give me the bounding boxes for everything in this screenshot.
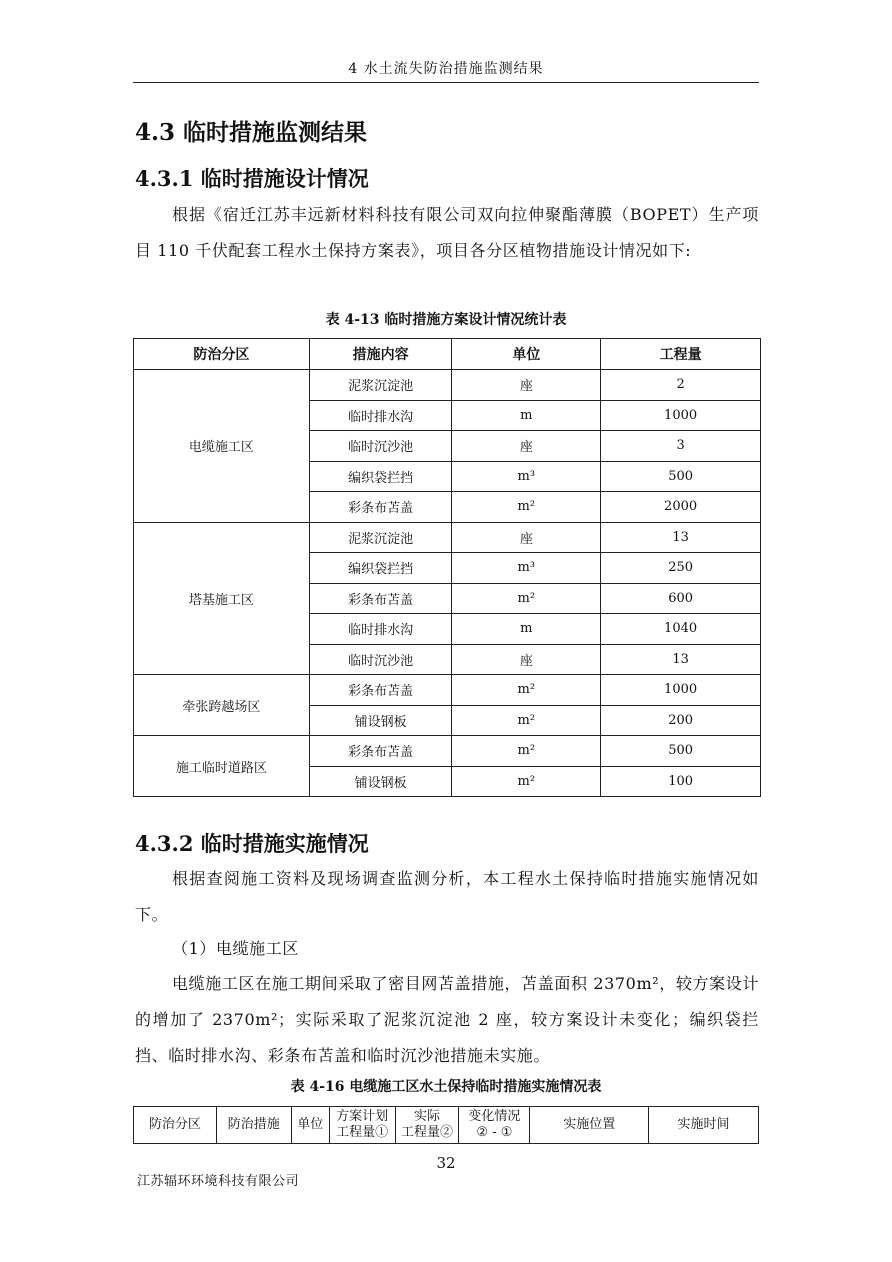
unit-cell: m²	[452, 583, 601, 614]
qty-cell: 500	[601, 736, 761, 767]
measure-cell: 彩条布苫盖	[309, 492, 452, 523]
header-line: 变化情况	[468, 1109, 521, 1124]
table-header-row	[134, 339, 761, 370]
qty-cell: 500	[601, 461, 761, 492]
measure-cell: 临时排水沟	[309, 400, 452, 431]
header-cell	[134, 1107, 217, 1144]
header-cell: 单位	[452, 339, 601, 370]
unit-cell: m²	[452, 766, 601, 797]
table-row	[134, 522, 761, 553]
measure-cell: 临时沉沙池	[309, 431, 452, 462]
page-number: 32	[436, 1154, 456, 1172]
header-line: 实施时间	[677, 1117, 730, 1132]
header-cell	[395, 1107, 459, 1144]
table-row	[134, 736, 761, 767]
header-line: 防治分区	[148, 1117, 201, 1132]
table2-caption: 表 4-16 电缆施工区水土保持临时措施实施情况表	[290, 1079, 602, 1095]
qty-cell: 2	[601, 370, 761, 401]
measure-cell: 临时沉沙池	[309, 644, 452, 675]
measure-cell: 彩条布苫盖	[309, 736, 452, 767]
table-row	[134, 370, 761, 401]
measure-cell: 编织袋拦挡	[309, 461, 452, 492]
paragraph-cable-zone: 电缆施工区在施工期间采取了密目网苫盖措施，苫盖面积 2370m²，较方案设计的增加了 2370m²；实际采取了泥浆沉淀池 2 座，较方案设计未变化；编织袋拦挡、临时排水沟、彩条布苫盖和临时沉沙池措施未实施。	[135, 974, 759, 1065]
unit-cell: 座	[452, 644, 601, 675]
measure-cell: 临时排水沟	[309, 614, 452, 645]
measure-cell: 泥浆沉淀池	[309, 522, 452, 553]
paragraph-design: 根据《宿迁江苏丰远新材料科技有限公司双向拉伸聚酯薄膜（BOPET）生产项目 110 千伏配套工程水土保持方案表》，项目各分区植物措施设计情况如下:	[135, 205, 759, 260]
list-item-cable-zone: （1）电缆施工区	[172, 939, 299, 958]
design-table-body	[134, 370, 761, 797]
design-table	[133, 338, 761, 797]
header-rule	[133, 82, 759, 83]
unit-cell: m³	[452, 553, 601, 584]
table1-caption: 表 4-13 临时措施方案设计情况统计表	[325, 312, 567, 328]
header-line: 实际	[414, 1109, 441, 1124]
subsection-title-4-3-2: 4.3.2 临时措施实施情况	[135, 831, 369, 856]
header-line: 实施位置	[563, 1117, 616, 1132]
qty-cell: 2000	[601, 492, 761, 523]
zone-cell: 塔基施工区	[134, 522, 310, 675]
zone-cell: 牵张跨越场区	[134, 675, 310, 736]
unit-cell: 座	[452, 370, 601, 401]
qty-cell: 1040	[601, 614, 761, 645]
measure-cell: 泥浆沉淀池	[309, 370, 452, 401]
table-header-row	[134, 1107, 759, 1144]
measure-cell: 铺设钢板	[309, 766, 452, 797]
header-cell: 措施内容	[309, 339, 452, 370]
unit-cell: 座	[452, 431, 601, 462]
header-cell	[530, 1107, 649, 1144]
header-cell	[329, 1107, 395, 1144]
qty-cell: 250	[601, 553, 761, 584]
measure-cell: 铺设钢板	[309, 705, 452, 736]
unit-cell: m²	[452, 736, 601, 767]
header-line: ② - ①	[476, 1125, 513, 1140]
qty-cell: 13	[601, 522, 761, 553]
header-line: 单位	[297, 1117, 324, 1132]
header-line: 防治措施	[227, 1117, 280, 1132]
implementation-table	[133, 1106, 759, 1144]
section-title: 4.3 临时措施监测结果	[135, 119, 368, 146]
measure-cell: 编织袋拦挡	[309, 553, 452, 584]
unit-cell: m	[452, 400, 601, 431]
header-line: 工程量①	[336, 1125, 389, 1140]
qty-cell: 1000	[601, 675, 761, 706]
header-line: 方案计划	[336, 1109, 389, 1124]
unit-cell: m	[452, 614, 601, 645]
header-cell	[649, 1107, 759, 1144]
measure-cell: 彩条布苫盖	[309, 675, 452, 706]
header-cell	[291, 1107, 329, 1144]
unit-cell: m³	[452, 461, 601, 492]
header-cell: 防治分区	[134, 339, 310, 370]
unit-cell: m²	[452, 705, 601, 736]
footer-company: 江苏辐环环境科技有限公司	[137, 1174, 300, 1189]
qty-cell: 600	[601, 583, 761, 614]
unit-cell: m²	[452, 492, 601, 523]
qty-cell: 100	[601, 766, 761, 797]
measure-cell: 彩条布苫盖	[309, 583, 452, 614]
qty-cell: 1000	[601, 400, 761, 431]
zone-cell: 施工临时道路区	[134, 736, 310, 797]
paragraph-implementation: 根据查阅施工资料及现场调查监测分析，本工程水土保持临时措施实施情况如下。	[135, 869, 759, 924]
header-cell	[216, 1107, 291, 1144]
header-cell: 工程量	[601, 339, 761, 370]
unit-cell: 座	[452, 522, 601, 553]
header-line: 工程量②	[401, 1125, 454, 1140]
qty-cell: 3	[601, 431, 761, 462]
zone-cell: 电缆施工区	[134, 370, 310, 523]
unit-cell: m²	[452, 675, 601, 706]
qty-cell: 200	[601, 705, 761, 736]
header-cell	[459, 1107, 530, 1144]
table-row	[134, 675, 761, 706]
subsection-title-4-3-1: 4.3.1 临时措施设计情况	[135, 166, 369, 191]
qty-cell: 13	[601, 644, 761, 675]
running-header: 4 水土流失防治措施监测结果	[348, 61, 544, 77]
